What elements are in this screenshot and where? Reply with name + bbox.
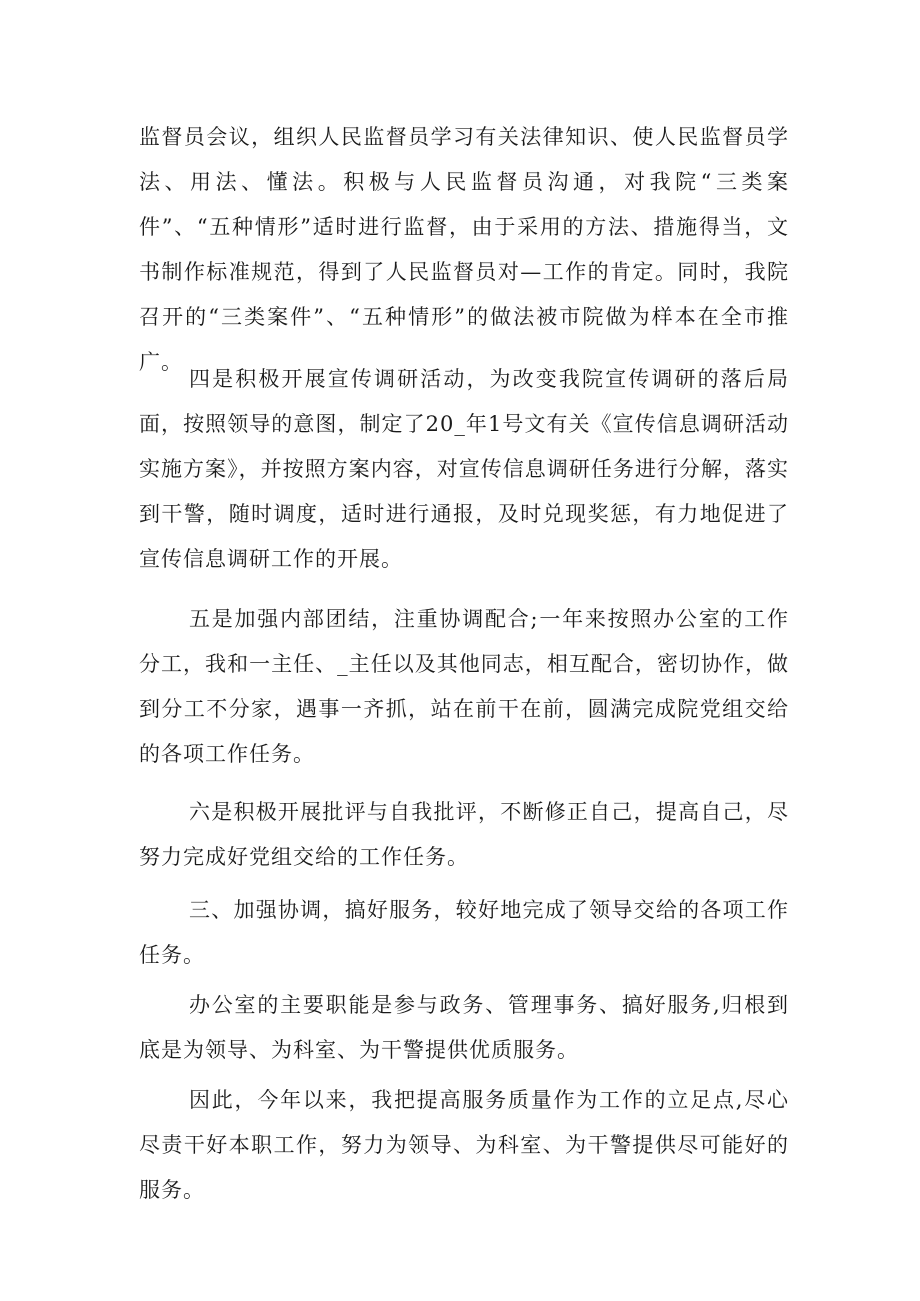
paragraph-service-quality: 因此，今年以来，我把提高服务质量作为工作的立足点,尽心尽责干好本职工作，努力为领导、为科室、为干警提供尽可能好的服务。: [139, 1088, 789, 1202]
paragraph-criticism: 六是积极开展批评与自我批评，不断修正自己，提高自己，尽努力完成好党组交给的工作任务。: [139, 800, 789, 869]
paragraph-internal-unity: 五是加强内部团结，注重协调配合;一年来按照办公室的工作分工，我和一主任、_主任以及其他同志，相互配合，密切协作，做到分工不分家，遇事一齐抓，站在前干在前，圆满完成院党组交给的各项工作任务。: [139, 607, 789, 766]
paragraph-office-functions: 办公室的主要职能是参与政务、管理事务、搞好服务,归根到底是为领导、为科室、为干警提供优质服务。: [139, 993, 789, 1062]
paragraph-publicity-research: 四是积极开展宣传调研活动，为改变我院宣传调研的落后局面，按照领导的意图，制定了20_年1号文有关《宣传信息调研活动实施方案》，并按照方案内容，对宣传信息调研任务进行分解，落实到干警，随时调度，适时进行通报，及时兑现奖惩，有力地促进了宣传信息调研工作的开展。: [139, 367, 789, 571]
paragraph-supervisor-meeting: 监督员会议，组织人民监督员学习有关法律知识、使人民监督员学法、用法、懂法。积极与人民监督员沟通，对我院“三类案件”、“五种情形”适时进行监督，由于采用的方法、措施得当，文书制作标准规范，得到了人民监督员对—工作的肯定。同时，我院召开的“三类案件”、“五种情形”的做法被市院做为样本在全市推广。: [139, 125, 789, 374]
section-heading-coordination: 三、加强协调，搞好服务，较好地完成了领导交给的各项工作任务。: [139, 898, 789, 967]
